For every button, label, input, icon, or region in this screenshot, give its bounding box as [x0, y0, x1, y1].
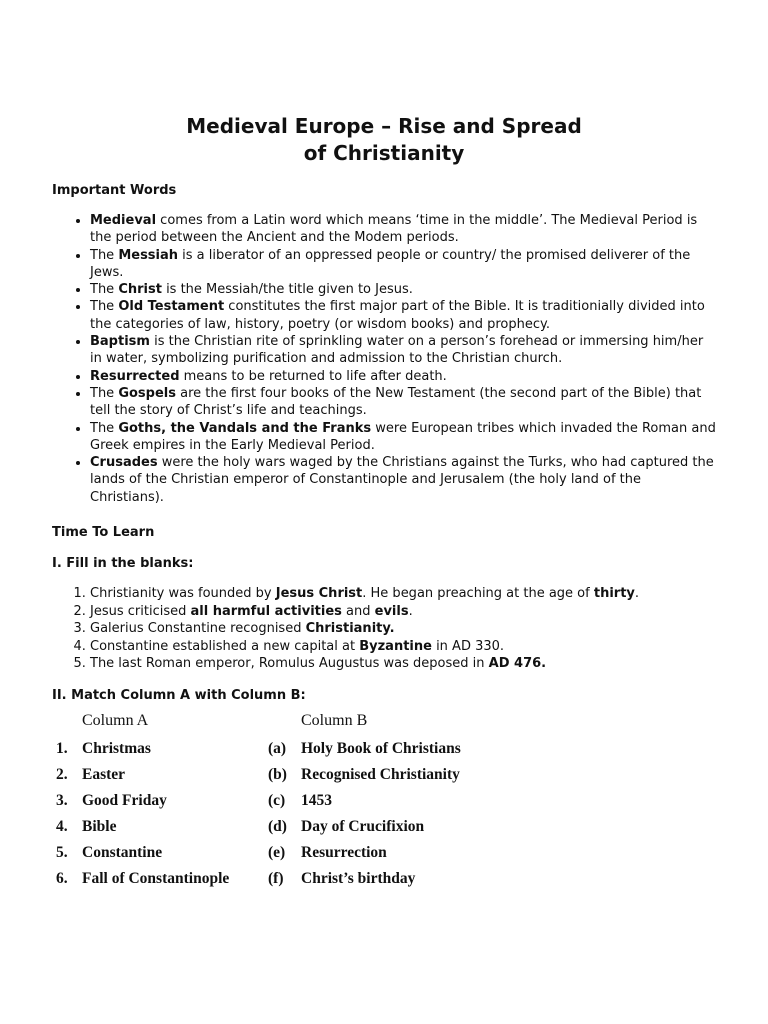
list-item: • Crusades were the holy wars waged by the Christians against the Turks, who had captured the lands of the Christian emperor of Constantinople and Jerusalem (the holy land of the Christians).	[90, 454, 717, 506]
fill-blanks-heading: I. Fill in the blanks:	[52, 556, 194, 571]
table-row	[56, 740, 526, 762]
list-item: • The Old Testament constitutes the first major part of the Bible. It is traditionially divided into the categories of law, history, poetry (or wisdom books) and prophecy.	[90, 298, 717, 333]
row-number: 2.	[56, 766, 68, 783]
row-number: 5.	[56, 844, 68, 861]
list-item: 4. Constantine established a new capital at Byzantine in AD 330.	[90, 638, 717, 656]
row-letter: (c)	[268, 792, 286, 809]
column-b-item: 1453	[301, 792, 332, 809]
column-b-item: Christ’s birthday	[301, 870, 416, 887]
row-number: 6.	[56, 870, 68, 887]
row-letter: (b)	[268, 766, 287, 783]
column-b-item: Holy Book of Christians	[301, 740, 461, 757]
list-item: 3. Galerius Constantine recognised Christianity.	[90, 620, 717, 638]
column-b-item: Recognised Christianity	[301, 766, 460, 783]
table-row	[56, 818, 526, 840]
row-letter: (e)	[268, 844, 286, 861]
list-item: • Baptism is the Christian rite of sprinkling water on a person’s forehead or immersing him/her in water, symbolizing purification and admission to the Christian church.	[90, 333, 717, 368]
list-item: 1. Christianity was founded by Jesus Christ. He began preaching at the age of thirty.	[90, 585, 717, 603]
list-item: • The Goths, the Vandals and the Franks were European tribes which invaded the Roman and Greek empires in the Early Medieval Period.	[90, 420, 717, 455]
column-a-item: Christmas	[82, 740, 151, 757]
row-letter: (f)	[268, 870, 284, 887]
fill-blanks-list	[52, 585, 717, 673]
important-words-list	[52, 212, 717, 506]
column-a-heading: Column A	[82, 712, 149, 729]
list-item: • Medieval comes from a Latin word which means ‘time in the middle’. The Medieval Period is the period between the Ancient and the Modem periods.	[90, 212, 717, 247]
column-b-heading: Column B	[301, 712, 368, 729]
column-a-item: Good Friday	[82, 792, 167, 809]
list-item: 2. Jesus criticised all harmful activities and evils.	[90, 603, 717, 621]
match-heading: II. Match Column A with Column B:	[52, 688, 306, 703]
list-item: • The Christ is the Messiah/the title given to Jesus.	[90, 281, 717, 298]
column-b-item: Resurrection	[301, 844, 387, 861]
column-a-item: Bible	[82, 818, 117, 835]
list-item: • Resurrected means to be returned to life after death.	[90, 368, 717, 385]
table-row	[56, 870, 526, 892]
list-item: • The Messiah is a liberator of an oppressed people or country/ the promised deliverer of the Jews.	[90, 247, 717, 282]
column-a-item: Fall of Constantinople	[82, 870, 230, 887]
list-item: 5. The last Roman emperor, Romulus Augustus was deposed in AD 476.	[90, 655, 717, 673]
table-row	[56, 844, 526, 866]
title-line-1: Medieval Europe – Rise and Spread	[186, 114, 582, 138]
column-a-item: Easter	[82, 766, 126, 783]
list-item: • The Gospels are the first four books of the New Testament (the second part of the Bible) that tell the story of Christ’s life and teachings.	[90, 385, 717, 420]
title-line-2: of Christianity	[303, 141, 465, 165]
table-row	[56, 792, 526, 814]
row-number: 4.	[56, 818, 68, 835]
row-letter: (a)	[268, 740, 287, 757]
column-a-item: Constantine	[82, 844, 163, 861]
column-b-item: Day of Crucifixion	[301, 818, 425, 835]
table-row	[56, 766, 526, 788]
row-number: 1.	[56, 740, 68, 757]
important-words-heading: Important Words	[52, 183, 177, 198]
page-title	[0, 113, 768, 167]
row-letter: (d)	[268, 818, 287, 835]
row-number: 3.	[56, 792, 68, 809]
time-to-learn-heading: Time To Learn	[52, 525, 155, 540]
